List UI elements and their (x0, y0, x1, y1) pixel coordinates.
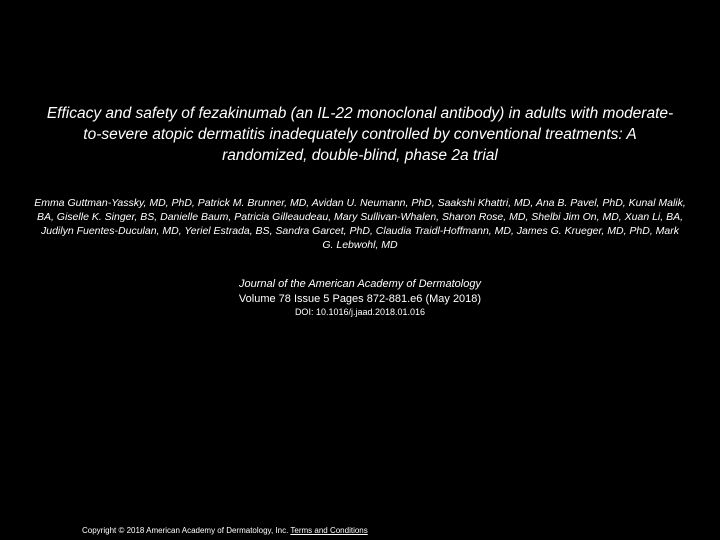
copyright-footer (82, 525, 368, 536)
journal-volume: Volume 78 Issue 5 Pages 872-881.e6 (May 2018) (238, 292, 482, 305)
terms-and-conditions-link[interactable]: Terms and Conditions (290, 526, 368, 535)
journal-name: Journal of the American Academy of Dermatology (239, 278, 481, 290)
author-list: Emma Guttman-Yassky, MD, PhD, Patrick M. Brunner, MD, Avidan U. Neumann, PhD, Saakshi Khattri, MD, Ana B. Pavel, PhD, Kunal Malik, BA, Giselle K. Singer, BS, Danielle Baum, Patricia Gilleaudeau, Mary Sullivan-Whalen, Sharon Rose, MD, Shelbi Jim On, MD, Xuan Li, BA, Judilyn Fuentes-Duculan, MD, Yeriel Estrada, BS, Sandra Garcet, PhD, Claudia Traidl-Hoffmann, MD, James G. Krueger, MD, PhD, Mark G. Lebwohl, MD (34, 197, 686, 251)
article-title: Efficacy and safety of fezakinumab (an IL-22 monoclonal antibody) in adults with moderate-to-severe atopic dermatitis inadequately controlled by conventional treatments: A randomized, double-blind, phase 2a trial (46, 105, 674, 164)
copyright-text: Copyright © 2018 American Academy of Dermatology, Inc. (82, 526, 289, 535)
doi-text: DOI: 10.1016/j.jaad.2018.01.016 (294, 307, 426, 317)
journal-citation (160, 277, 560, 306)
